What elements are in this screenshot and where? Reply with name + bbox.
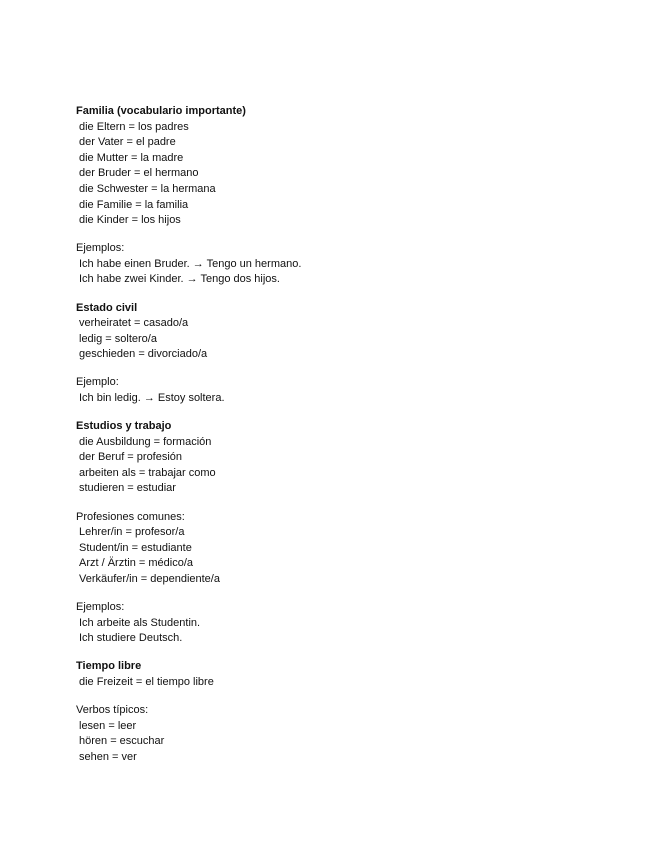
vocab-line: lesen = leer bbox=[79, 719, 137, 732]
vocab-line: arbeiten als = trabajar como bbox=[79, 466, 216, 479]
vocab-line: die Mutter = la madre bbox=[79, 151, 184, 164]
section-verbos bbox=[76, 703, 596, 765]
vocab-line: geschieden = divorciado/a bbox=[79, 348, 208, 361]
example-line: Ich habe einen Bruder. → Tengo un hermano. bbox=[79, 257, 302, 270]
section-estudios bbox=[76, 419, 596, 497]
example-line: Ich studiere Deutsch. bbox=[79, 632, 183, 645]
section-estudios-ejemplos bbox=[76, 600, 596, 647]
section-familia-ejemplos bbox=[76, 241, 596, 288]
example-line: Ich arbeite als Studentin. bbox=[79, 616, 201, 629]
section-heading-estado-civil: Estado civil bbox=[76, 301, 138, 314]
vocab-line: der Vater = el padre bbox=[79, 136, 176, 149]
vocab-line: die Freizeit = el tiempo libre bbox=[79, 675, 214, 688]
section-heading-tiempo-libre: Tiempo libre bbox=[76, 660, 142, 673]
vocab-line: die Eltern = los padres bbox=[79, 120, 189, 133]
vocab-line: verheiratet = casado/a bbox=[79, 317, 189, 330]
vocab-line: hören = escuchar bbox=[79, 735, 165, 748]
example-line: Ich habe zwei Kinder. → Tengo dos hijos. bbox=[79, 273, 280, 286]
examples-label: Ejemplos: bbox=[76, 242, 125, 255]
vocab-line: ledig = soltero/a bbox=[79, 332, 157, 345]
verbs-label: Verbos típicos: bbox=[76, 704, 149, 716]
example-line: Ich bin ledig. → Estoy soltera. bbox=[79, 392, 225, 404]
vocab-line: der Beruf = profesión bbox=[79, 451, 183, 464]
section-estado-civil-ejemplo bbox=[76, 375, 596, 406]
vocab-line: sehen = ver bbox=[79, 750, 137, 763]
section-familia bbox=[76, 104, 596, 229]
vocab-line: die Schwester = la hermana bbox=[79, 182, 216, 195]
vocab-line: Lehrer/in = profesor/a bbox=[79, 526, 185, 539]
section-profesiones bbox=[76, 510, 596, 588]
vocab-line: Student/in = estudiante bbox=[79, 541, 192, 554]
vocab-line: die Kinder = los hijos bbox=[79, 214, 181, 227]
professions-label: Profesiones comunes: bbox=[76, 510, 185, 523]
vocab-line: studieren = estudiar bbox=[79, 482, 176, 495]
section-heading-estudios: Estudios y trabajo bbox=[76, 420, 172, 433]
section-heading-familia: Familia (vocabulario importante) bbox=[76, 105, 246, 117]
vocab-line: Verkäufer/in = dependiente/a bbox=[79, 572, 220, 585]
examples-label: Ejemplos: bbox=[76, 601, 125, 614]
example-label: Ejemplo: bbox=[76, 376, 119, 389]
section-estado-civil bbox=[76, 301, 596, 363]
vocab-line: Arzt / Ärztin = médico/a bbox=[79, 557, 194, 570]
vocab-line: die Ausbildung = formación bbox=[79, 435, 212, 448]
vocab-line: der Bruder = el hermano bbox=[79, 167, 199, 180]
document-page bbox=[76, 104, 596, 765]
vocab-line: die Familie = la familia bbox=[79, 198, 189, 211]
section-tiempo-libre bbox=[76, 659, 596, 690]
